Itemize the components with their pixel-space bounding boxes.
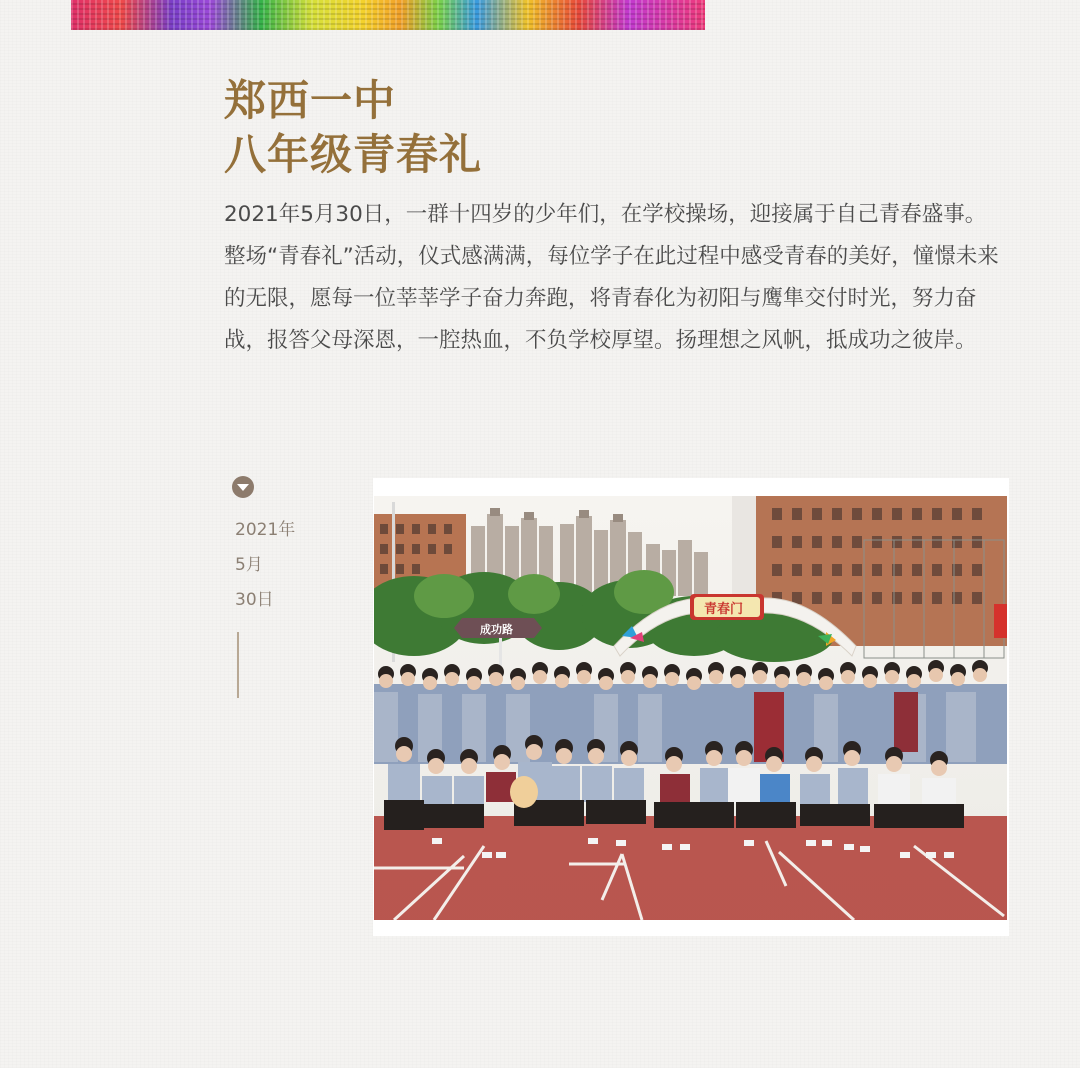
signpost-label: 成功路 xyxy=(480,623,513,636)
title-line-2: 八年级青春礼 xyxy=(224,130,483,179)
top-banner-image xyxy=(71,0,705,30)
chevron-down-circle-icon[interactable] xyxy=(232,476,254,498)
article-body xyxy=(224,194,1016,362)
date-day: 30日 xyxy=(235,590,274,610)
date-year: 2021年 xyxy=(235,520,296,540)
date-divider xyxy=(237,632,239,698)
paragraph-1: 2021年5月30日，一群十四岁的少年们，在学校操场，迎接属于自己青春盛事。 xyxy=(224,202,987,227)
paragraph-2: 整场“青春礼”活动，仪式感满满，每位学子在此过程中感受青春的美好，憧憬未来的无限，愿每一位莘莘学子奋力奔跑，将青春化为初阳与鹰隼交付时光，努力奋战，报答父母深恩，一腔热血，不负学校厚望。扬理想之风帆，抵成功之彼岸。 xyxy=(224,244,999,353)
page-title xyxy=(224,74,482,182)
photo-frame xyxy=(373,478,1009,936)
date-label xyxy=(232,513,322,618)
date-column xyxy=(232,476,322,698)
group-photo xyxy=(374,496,1007,920)
title-line-1: 郑西一中 xyxy=(224,76,397,125)
date-month: 5月 xyxy=(235,555,263,575)
arch-sign-label: 青春门 xyxy=(704,602,744,617)
group-photo-illustration xyxy=(374,496,1007,920)
